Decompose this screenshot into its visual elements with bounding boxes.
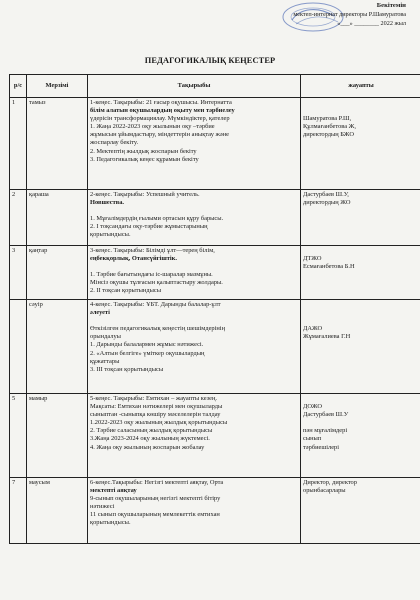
topic-line: 4. Жаңа оқу жылының жоспарын жобалау: [90, 443, 205, 451]
responsible-line: Құлмағанбетова Ж,: [303, 123, 356, 131]
topic-line: 1. Дарынды балалармен жұмыс нәтижесі.: [90, 341, 204, 349]
topic-line: 4-кеңес. Тақырыбы: ҰБТ. Дарынды балалар-ұлт: [90, 301, 221, 308]
row-date: мамыр: [27, 394, 88, 478]
responsible-line: [303, 419, 419, 427]
topic-line: 2. ІІ тоқсан қорытындысы: [90, 287, 161, 295]
topic-line: 3. Педагогикалық кеңес құрамын бекіту: [90, 155, 199, 163]
row-responsible: [301, 190, 420, 246]
row-number: 2: [10, 190, 27, 246]
topic-line: [90, 207, 298, 215]
table-row: [10, 300, 420, 394]
row-date: маусым: [27, 478, 88, 544]
topic-line: үдерісін трансформациялау. Мүмкіндіктер, қателер: [90, 115, 230, 123]
header-responsible: жауапты: [301, 75, 420, 98]
topic-line: Мақсаты: Емтихан нәтижелері мен оқушыларды: [90, 403, 223, 411]
responsible-line: пән мұғалімдері: [303, 427, 348, 435]
approval-title: Бекітемін: [376, 2, 406, 9]
topic-line: қорытындысы.: [90, 519, 131, 527]
responsible-line: Директор, директор: [303, 479, 357, 486]
table-row: [10, 246, 420, 300]
responsible-line: [303, 309, 419, 317]
row-responsible: [301, 394, 420, 478]
document-title: ПЕДАГОГИКАЛЫҚ КЕҢЕСТЕР: [144, 56, 276, 65]
row-topic: [88, 246, 301, 300]
topic-line: 11 сынып оқушыларының мемлекеттік емтихан: [90, 511, 220, 519]
responsible-line: директордың ЖО: [303, 199, 351, 207]
responsible-line: ДТЖО: [303, 255, 322, 263]
header-topic: Тақырыбы: [88, 75, 301, 98]
row-date: қаңтар: [27, 246, 88, 300]
responsible-line: Дастурбаев Ш.У,: [303, 191, 349, 198]
topic-line: 1. Тәрбие бағытындағы іс-шаралар мазмұны.: [90, 271, 213, 279]
approval-director: мектеп-интернат директоры Р.Шамуратова: [293, 10, 406, 18]
topic-line: 9-сынып оқушыларының негізгі мектепті бітіру: [90, 495, 221, 503]
row-responsible: [301, 246, 420, 300]
responsible-line: орынбасарлары: [303, 487, 346, 495]
responsible-line: ДОЖО: [303, 403, 322, 411]
row-topic: [88, 190, 301, 246]
responsible-line: Дастурбаев Ш.У: [303, 411, 349, 419]
row-number: [10, 300, 27, 394]
topic-line: 1-кеңес. Тақырыбы: 21 ғасыр оқушысы. Интернатта: [90, 99, 232, 106]
topic-line: 2. І тоқсандағы оқу-тәрбие жұмыстарының: [90, 223, 208, 231]
table-row: [10, 98, 420, 190]
table-header-row: [10, 75, 420, 98]
topic-line: әлеуеті: [90, 309, 110, 317]
topic-line: 2. Тәрбие саласының жылдық қорытындысы: [90, 427, 213, 435]
topic-line: жұмысын ұйымдастыру, міндеттерін анықтау және: [90, 131, 229, 139]
row-number: 1: [10, 98, 27, 190]
topic-line: 1.2022-2023 оқу жылының жылдық қорытындысы: [90, 419, 228, 427]
row-topic: [88, 300, 301, 394]
approval-date: «___» ________ 2022 жыл: [337, 19, 406, 27]
responsible-line: [303, 247, 419, 255]
responsible-line: Есмағанбетова Б.Н: [303, 263, 355, 271]
responsible-line: директордың БЖО: [303, 131, 354, 139]
topic-line: 5-кеңес. Тақырыбы: Емтихан – жауапты кезең.: [90, 395, 217, 402]
table-row: [10, 478, 420, 544]
topic-line: жоспарлау бекіту.: [90, 139, 139, 147]
topic-line: құжаттары: [90, 357, 120, 365]
row-responsible: [301, 478, 420, 544]
table-row: [10, 394, 420, 478]
topic-line: сыныптан -сыныпқа көшіру мәселелерін талдау: [90, 411, 221, 419]
approval-block: [206, 2, 406, 28]
row-topic: [88, 478, 301, 544]
row-responsible: [301, 98, 420, 190]
topic-line: 1. Мұғалімдердің ғылыми ортасын құру барысы.: [90, 215, 224, 223]
responsible-line: ДАЖО: [303, 325, 323, 333]
topic-line: мектепті аяқтау: [90, 487, 137, 495]
table-body: [10, 98, 420, 544]
row-date: қараша: [27, 190, 88, 246]
responsible-line: [303, 395, 419, 403]
responsible-line: тәрбиешілері: [303, 443, 340, 451]
topic-line: қорытындысы.: [90, 231, 131, 239]
header-num: р/с: [10, 75, 27, 98]
row-number: 7: [10, 478, 27, 544]
table-row: [10, 190, 420, 246]
responsible-line: [303, 317, 419, 325]
responsible-line: [303, 107, 419, 115]
topic-line: 3-кеңес. Тақырыбы: Білімді ұлт—терең білім,: [90, 247, 215, 254]
topic-line: Мінсіз оқушы тұлғасын қалыптастыру жолдары.: [90, 279, 223, 287]
row-number: 5: [10, 394, 27, 478]
topic-line: [90, 263, 298, 271]
topic-line: еңбекқорлық, Отансүйгіштік.: [90, 255, 177, 263]
row-topic: [88, 98, 301, 190]
responsible-line: [303, 301, 419, 309]
topic-line: білім алатын оқушылардың оқыту мен тәрбиелеу: [90, 107, 235, 115]
topic-line: Өткізілген педагогикалық кеңестің шешімдерінің: [90, 325, 226, 333]
topic-line: [90, 317, 298, 325]
row-number: 3: [10, 246, 27, 300]
responsible-line: [303, 99, 419, 107]
topic-line: 6-кеңес.Тақырыбы: Негізгі мектепті аяқтау, Орта: [90, 479, 224, 486]
topic-line: 2-кеңес. Тақырыбы: Успешный учитель.: [90, 191, 200, 198]
row-date: сәуір: [27, 300, 88, 394]
topic-line: 1. Жаңа 2022-2023 оқу жылынын оқу –тәрбие: [90, 123, 215, 131]
responsible-line: Шамуратова Р.Ш,: [303, 115, 352, 123]
row-date: тамыз: [27, 98, 88, 190]
topic-line: орындалуы: [90, 333, 121, 341]
header-time: Мерзімі: [27, 75, 88, 98]
topic-line: 3. ІІІ тоқсан қорытындысы: [90, 365, 164, 373]
row-topic: [88, 394, 301, 478]
topic-line: 2. Мектептің жылдық жоспарын бекіту: [90, 147, 197, 155]
row-responsible: [301, 300, 420, 394]
council-table: [9, 74, 420, 544]
topic-line: 2. «Алтын белгіге» үміткер оқушылардың: [90, 349, 205, 357]
responsible-line: сынып: [303, 435, 322, 443]
responsible-line: Жұмағалиева Г.Н: [303, 333, 351, 341]
topic-line: Новшества.: [90, 199, 124, 207]
topic-line: 3.Жаңа 2023-2024 оқу жылының жүктемесі.: [90, 435, 210, 443]
topic-line: нәтижесі: [90, 503, 115, 511]
